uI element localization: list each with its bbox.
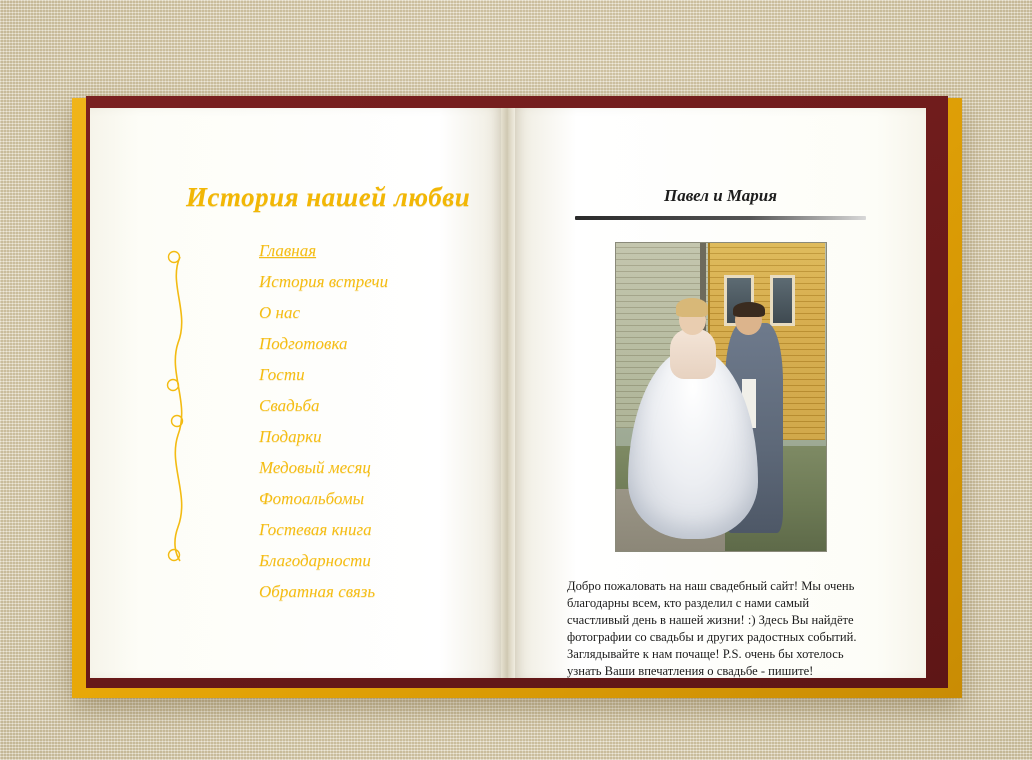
couple-title: Павел и Мария bbox=[664, 186, 777, 205]
nav-item-fotoalbomy[interactable]: Фотоальбомы bbox=[259, 489, 365, 508]
nav-item-blagodarnosti[interactable]: Благодарности bbox=[259, 551, 371, 570]
welcome-text: Добро пожаловать на наш свадебный сайт! Мы очень благодарны всем, кто разделил с нами самый счастливый день в нашей жизни! :) Здесь Вы найдёте фотографии со свадьбы и других радостных событий. Заглядывайте к нам почаще! P.S. очень бы хотелось узнать Ваши впечатления о свадьбе - пишите! bbox=[567, 579, 857, 678]
right-page-content bbox=[515, 108, 926, 678]
nav-item-podgotovka[interactable]: Подготовка bbox=[259, 334, 348, 353]
album-page-right bbox=[515, 108, 926, 678]
nav-item-podarki[interactable]: Подарки bbox=[259, 427, 322, 446]
nav-item-istoriya-vstrechi[interactable]: История встречи bbox=[259, 272, 389, 291]
photo-bride-hair bbox=[676, 298, 708, 316]
nav-item-medovyy-mesyats[interactable]: Медовый месяц bbox=[259, 458, 371, 477]
main-navigation[interactable] bbox=[259, 235, 471, 607]
nav-item-gostevaya-kniga[interactable]: Гостевая книга bbox=[259, 520, 372, 539]
photo-groom-hair bbox=[733, 302, 765, 317]
album-page-left bbox=[90, 108, 501, 678]
nav-item-svadba[interactable]: Свадьба bbox=[259, 396, 320, 415]
site-title: История нашей любви bbox=[186, 182, 471, 212]
photo-bride-bodice bbox=[670, 329, 716, 378]
wedding-photo bbox=[615, 242, 827, 552]
photo-window-2 bbox=[770, 275, 795, 326]
nav-item-glavnaya[interactable]: Главная bbox=[259, 241, 317, 260]
left-page-content bbox=[90, 108, 501, 678]
album-spine bbox=[501, 108, 515, 678]
nav-item-obratnaya-svyaz[interactable]: Обратная связь bbox=[259, 582, 376, 601]
nav-item-gosti[interactable]: Гости bbox=[259, 365, 305, 384]
title-divider bbox=[575, 216, 866, 220]
decorative-flourish-icon bbox=[160, 243, 200, 573]
wedding-album bbox=[72, 98, 962, 698]
nav-item-o-nas[interactable]: О нас bbox=[259, 303, 301, 322]
